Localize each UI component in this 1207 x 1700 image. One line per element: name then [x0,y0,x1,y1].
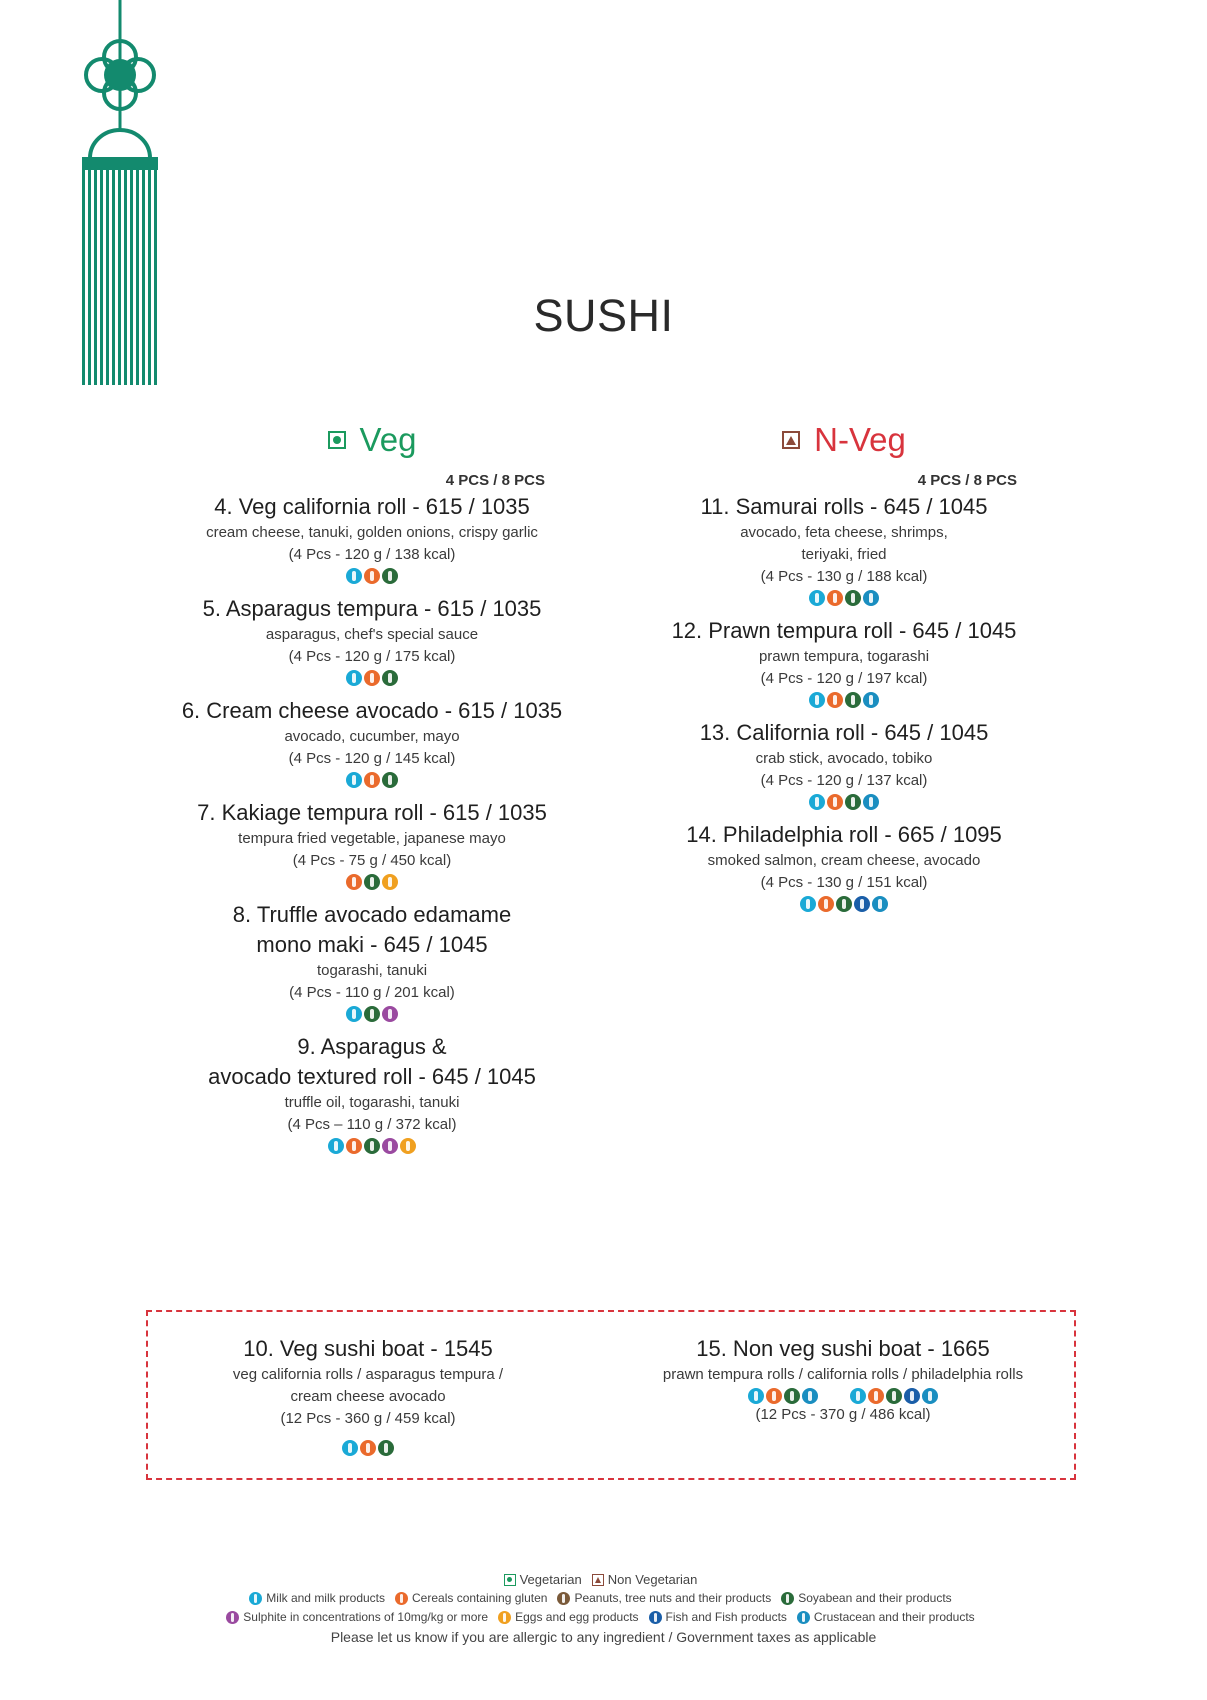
allergen-icons [609,896,1079,912]
menu-item [609,718,1079,810]
soybean-icon [382,772,398,788]
page-title: SUSHI [533,290,674,341]
item-description: prawn tempura rolls / california rolls / philadelphia rolls [662,1366,1024,1383]
item-name: 4. Veg california roll - 615 / 1035 [214,494,530,519]
menu-item [137,594,607,686]
item-description: avocado, feta cheese, shrimps, [740,524,948,541]
veg-section-header [137,418,607,462]
item-portion: (4 Pcs - 120 g / 145 kcal) [288,750,456,767]
allergen-icons [137,568,607,584]
veg-symbol-icon [504,1574,516,1586]
gluten-icon [360,1440,376,1456]
menu-item [609,616,1079,708]
legend-vegetarian: Vegetarian [519,1572,582,1587]
menu-item [137,798,607,890]
item-description: asparagus, chef's special sauce [265,626,479,643]
sulphite-icon [382,1006,398,1022]
item-description: togarashi, tanuki [316,962,428,979]
milk-icon [346,568,362,584]
milk-icon [809,692,825,708]
milk-icon [748,1388,764,1404]
allergen-icons [137,772,607,788]
crustacean-icon [863,692,879,708]
fish-icon [854,896,870,912]
item-portion: (4 Pcs – 110 g / 372 kcal) [287,1116,457,1133]
legend-nuts: Peanuts, tree nuts and their products [574,1591,772,1605]
milk-icon [850,1388,866,1404]
item-name: 7. Kakiage tempura roll - 615 / 1035 [197,800,547,825]
item-name: 13. California roll - 645 / 1045 [699,720,989,745]
crustacean-icon [802,1388,818,1404]
menu-item [137,492,607,584]
gluten-icon [364,772,380,788]
allergy-note: Please let us know if you are allergic to any ingredient / Government taxes as applicable [330,1629,877,1645]
legend-soy: Soyabean and their products [798,1591,952,1605]
item-portion: (4 Pcs - 130 g / 151 kcal) [760,874,928,891]
milk-icon [800,896,816,912]
item-portion: (4 Pcs - 120 g / 197 kcal) [760,670,928,687]
pcs-header: 4 PCS / 8 PCS [445,472,545,489]
gluten-icon [346,874,362,890]
nveg-section-label: N-Veg [814,421,906,458]
allergen-icons [623,1388,1063,1404]
sushi-boat-box [146,1310,1076,1480]
allergen-icons [137,670,607,686]
legend-sulphite: Sulphite in concentrations of 10mg/kg or more [243,1610,489,1624]
legend-crustacean: Crustacean and their products [813,1610,975,1624]
menu-item [137,900,607,1022]
item-name: 6. Cream cheese avocado - 615 / 1035 [181,698,563,723]
legend-non-vegetarian: Non Vegetarian [607,1572,698,1587]
egg-icon [382,874,398,890]
item-name: 10. Veg sushi boat - 1545 [243,1336,493,1361]
soybean-icon [382,670,398,686]
milk-icon [809,590,825,606]
item-portion: (12 Pcs - 370 g / 486 kcal) [755,1406,931,1423]
item-portion: (4 Pcs - 75 g / 450 kcal) [292,852,452,869]
nveg-column [609,418,1079,922]
veg-column [137,418,607,1164]
allergen-icons [137,1006,607,1022]
soybean-icon [364,1138,380,1154]
allergen-icons [137,874,607,890]
allergen-icons [137,1138,607,1154]
milk-icon [249,1592,262,1605]
egg-icon [498,1611,511,1624]
item-portion: (4 Pcs - 120 g / 138 kcal) [288,546,456,563]
veg-symbol-icon [328,431,346,449]
fish-icon [649,1611,662,1624]
legend-egg: Eggs and egg products [515,1610,639,1624]
veg-sushi-boat [148,1334,588,1456]
gluten-icon [827,590,843,606]
item-description: tempura fried vegetable, japanese mayo [238,830,506,847]
item-name: 15. Non veg sushi boat - 1665 [696,1336,990,1361]
nonveg-symbol-icon [592,1574,604,1586]
allergen-icons [609,590,1079,606]
nonveg-symbol-icon [782,431,800,449]
item-description: prawn tempura, togarashi [758,648,930,665]
soybean-icon [382,568,398,584]
item-name: 14. Philadelphia roll - 665 / 1095 [686,822,1002,847]
item-name: 5. Asparagus tempura - 615 / 1035 [202,596,542,621]
legend-allergen-row-1 [0,1589,1207,1608]
legend-milk: Milk and milk products [266,1591,386,1605]
soybean-icon [784,1388,800,1404]
legend-gluten: Cereals containing gluten [412,1591,548,1605]
milk-icon [342,1440,358,1456]
nuts-icon [557,1592,570,1605]
veg-section-label: Veg [359,421,417,458]
gluten-icon [827,692,843,708]
gluten-icon [868,1388,884,1404]
crustacean-icon [863,590,879,606]
allergen-legend [0,1570,1207,1647]
item-name: 12. Prawn tempura roll - 645 / 1045 [671,618,1017,643]
soybean-icon [886,1388,902,1404]
milk-icon [346,670,362,686]
sulphite-icon [226,1611,239,1624]
soybean-icon [836,896,852,912]
legend-diet-row [0,1570,1207,1589]
item-portion: (12 Pcs - 360 g / 459 kcal) [280,1410,456,1427]
menu-item [137,696,607,788]
sulphite-icon [382,1138,398,1154]
gluten-icon [395,1592,408,1605]
crustacean-icon [863,794,879,810]
item-description: truffle oil, togarashi, tanuki [284,1094,460,1111]
item-name: 8. Truffle avocado edamame [232,902,512,927]
milk-icon [346,772,362,788]
legend-allergen-row-2 [0,1608,1207,1627]
item-portion: (4 Pcs - 120 g / 175 kcal) [288,648,456,665]
nveg-sushi-boat [623,1334,1063,1426]
gluten-icon [346,1138,362,1154]
item-portion: (4 Pcs - 120 g / 137 kcal) [760,772,928,789]
gluten-icon [766,1388,782,1404]
soybean-icon [845,794,861,810]
milk-icon [809,794,825,810]
soybean-icon [845,692,861,708]
item-description: avocado, cucumber, mayo [284,728,460,745]
soybean-icon [364,874,380,890]
item-description-line2: teriyaki, fried [801,546,887,563]
allergen-icons [609,692,1079,708]
soybean-icon [378,1440,394,1456]
gluten-icon [364,568,380,584]
milk-icon [346,1006,362,1022]
item-name: 9. Asparagus & [297,1034,447,1059]
crustacean-icon [872,896,888,912]
item-name-line2: mono maki - 645 / 1045 [256,932,488,957]
soybean-icon [845,590,861,606]
gluten-icon [364,670,380,686]
item-portion: (4 Pcs - 130 g / 188 kcal) [760,568,928,585]
fish-icon [904,1388,920,1404]
gluten-icon [827,794,843,810]
crustacean-icon [797,1611,810,1624]
soybean-icon [781,1592,794,1605]
legend-fish: Fish and Fish products [665,1610,787,1624]
item-description: crab stick, avocado, tobiko [755,750,933,767]
item-description: smoked salmon, cream cheese, avocado [707,852,981,869]
item-description: cream cheese, tanuki, golden onions, crispy garlic [206,524,538,541]
item-description-line2: cream cheese avocado [290,1388,446,1405]
item-description: veg california rolls / asparagus tempura / [232,1366,504,1383]
soybean-icon [364,1006,380,1022]
menu-item [609,820,1079,912]
nveg-section-header [609,418,1079,462]
gluten-icon [818,896,834,912]
crustacean-icon [922,1388,938,1404]
pcs-header: 4 PCS / 8 PCS [917,472,1017,489]
item-name-line2: avocado textured roll - 645 / 1045 [208,1064,536,1089]
item-portion: (4 Pcs - 110 g / 201 kcal) [289,984,455,1001]
menu-item [137,1032,607,1154]
milk-icon [328,1138,344,1154]
menu-item [609,492,1079,606]
item-name: 11. Samurai rolls - 645 / 1045 [700,494,988,519]
allergen-icons [609,794,1079,810]
allergen-icons [148,1440,588,1456]
egg-icon [400,1138,416,1154]
